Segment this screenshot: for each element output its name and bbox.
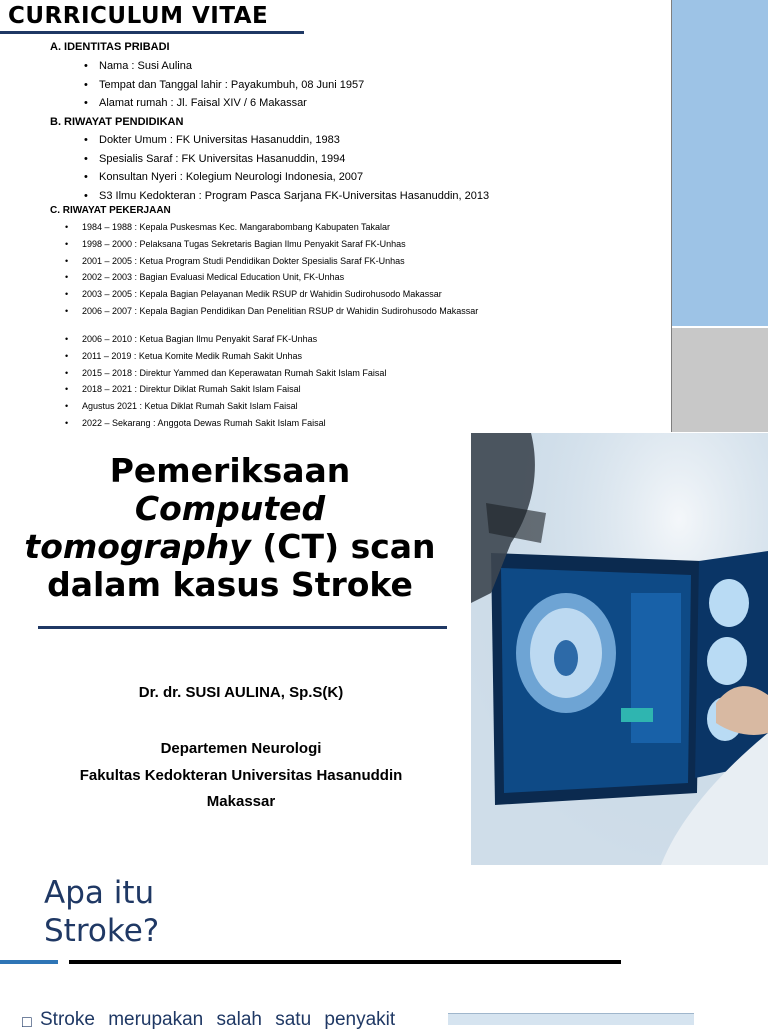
list-item: • Alamat rumah : Jl. Faisal XIV / 6 Makassar — [99, 96, 364, 115]
list-item: • 2015 – 2018 : Direktur Yammed dan Keperawatan Rumah Sakit Islam Faisal — [82, 367, 512, 384]
list-item: • 1998 – 2000 : Pelaksana Tugas Sekretaris Bagian Ilmu Penyakit Saraf FK-Unhas — [82, 238, 512, 255]
title-line: dalam kasus Stroke — [47, 565, 413, 604]
title-rule — [38, 626, 447, 629]
affiliation-line: Departemen Neurologi — [160, 740, 322, 757]
title-italic: tomography — [24, 527, 251, 566]
affiliation-line: Fakultas Kedokteran Universitas Hasanuddin — [79, 766, 403, 784]
list-item: • 2001 – 2005 : Ketua Program Studi Pendidikan Dokter Spesialis Saraf FK-Unhas — [82, 255, 512, 272]
bullet-text: Stroke merupakan salah satu penyakit — [40, 1009, 396, 1030]
title-text: (CT) scan — [250, 527, 436, 566]
list-item: • 2022 – Sekarang : Anggota Dewas Rumah Sakit Islam Faisal — [82, 417, 512, 434]
work-history-list — [82, 221, 512, 434]
identity-list — [99, 59, 364, 115]
list-item: • 2018 – 2021 : Direktur Diklat Rumah Sakit Islam Faisal — [82, 383, 512, 400]
list-item: • 2006 – 2010 : Ketua Bagian Ilmu Penyakit Saraf FK-Unhas — [82, 333, 512, 350]
title-line: Stroke? — [44, 913, 160, 949]
monitor-left — [491, 553, 701, 805]
list-item: • Konsultan Nyeri : Kolegium Neurologi Indonesia, 2007 — [99, 170, 489, 189]
list-item: • 2002 – 2003 : Bagian Evaluasi Medical Education Unit, FK-Unhas — [82, 271, 512, 288]
section-c-heading: C. RIWAYAT PEKERJAAN — [50, 205, 171, 216]
list-item: • Nama : Susi Aulina — [99, 59, 364, 78]
decorative-gray-panel — [672, 328, 768, 432]
list-item: • Tempat dan Tanggal lahir : Payakumbuh, 08 Juni 1957 — [99, 78, 364, 97]
cv-title: CURRICULUM VITAE — [8, 3, 269, 29]
ct-scan-illustration — [471, 433, 768, 865]
list-item: • S3 Ilmu Kedokteran : Program Pasca Sarjana FK-Universitas Hasanuddin, 2013 — [99, 189, 489, 208]
list-item: • Dokter Umum : FK Universitas Hasanuddin, 1983 — [99, 133, 489, 152]
list-item: • Agustus 2021 : Ketua Diklat Rumah Sakit Islam Faisal — [82, 400, 512, 417]
list-item: • 2011 – 2019 : Ketua Komite Medik Rumah Sakit Unhas — [82, 350, 512, 367]
presentation-title — [0, 452, 460, 604]
title-line — [0, 528, 460, 566]
brain-illustration — [448, 1013, 694, 1025]
education-list — [99, 133, 489, 208]
square-bullet-icon: □ — [22, 1014, 32, 1031]
section-a-heading: A. IDENTITAS PRIBADI — [50, 41, 170, 53]
list-item: • 2006 – 2007 : Kepala Bagian Pendidikan Dan Penelitian RSUP dr Wahidin Sudirohusodo Makassar — [82, 305, 512, 333]
list-item: • 1984 – 1988 : Kepala Puskesmas Kec. Mangarabombang Kabupaten Takalar — [82, 221, 512, 238]
title-line: Apa itu — [44, 875, 155, 911]
title-line — [0, 490, 460, 528]
decorative-blue-panel — [672, 0, 768, 326]
title-line: Pemeriksaan — [109, 451, 351, 490]
affiliation-line: Makassar — [206, 793, 276, 810]
list-item: • Spesialis Saraf : FK Universitas Hasanuddin, 1994 — [99, 152, 489, 171]
title-rule — [69, 960, 621, 964]
slide-title — [44, 874, 159, 950]
affiliation — [0, 736, 482, 816]
cv-title-underline — [0, 31, 304, 34]
title-italic: Computed — [134, 489, 326, 528]
list-item: • 2003 – 2005 : Kepala Bagian Pelayanan Medik RSUP dr Wahidin Sudirohusodo Makassar — [82, 288, 512, 305]
section-b-heading: B. RIWAYAT PENDIDIKAN — [50, 116, 184, 128]
ct-scan-photo — [471, 433, 768, 865]
title-rule-accent — [0, 960, 58, 964]
author-name: Dr. dr. SUSI AULINA, Sp.S(K) — [138, 684, 344, 701]
